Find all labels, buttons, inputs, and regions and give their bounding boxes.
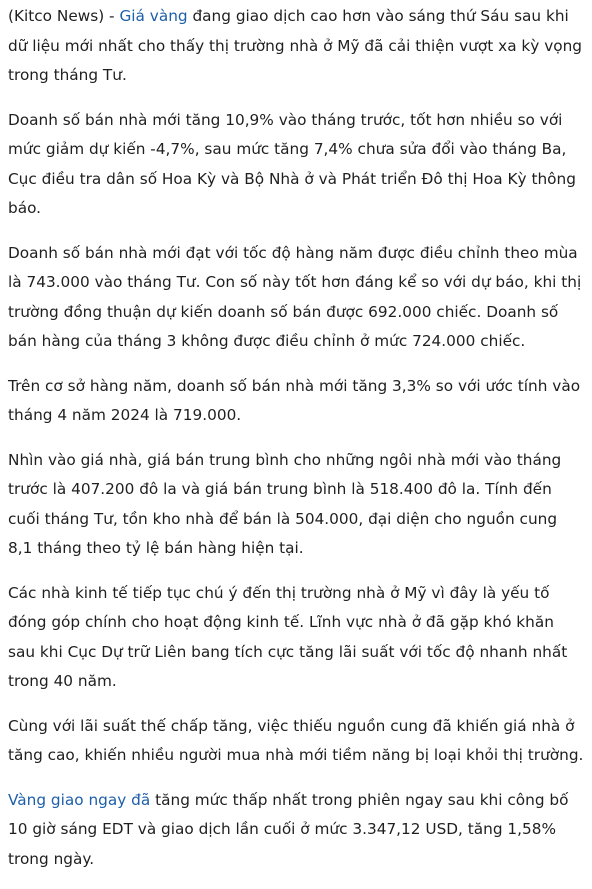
source-prefix: (Kitco News) - bbox=[8, 7, 120, 25]
paragraph-home-prices: Nhìn vào giá nhà, giá bán trung bình cho những ngôi nhà mới vào tháng trước là 407.200 đô la và giá bán trung bình là 518.400 đô la. Tính đến cuối tháng Tư, tồn kho nhà để bán là 504.000, đại diện cho nguồn cung 8,1 tháng theo tỷ lệ bán hàng hiện tại. bbox=[8, 450, 562, 557]
intro-text: đang giao dịch cao hơn vào sáng thứ Sáu sau khi dữ liệu mới nhất cho thấy thị trường nhà ở Mỹ đã cải thiện vượt xa kỳ vọng trong tháng Tư. bbox=[8, 7, 583, 84]
paragraph-annual-rate: Doanh số bán nhà mới đạt với tốc độ hàng năm được điều chỉnh theo mùa là 743.000 vào tháng Tư. Con số này tốt hơn đáng kể so với dự báo, khi thị trường đồng thuận dự kiến doanh số bán được 692.000 chiếc. Doanh số bán hàng của tháng 3 không được điều chỉnh ở mức 724.000 chiếc. bbox=[8, 243, 582, 350]
article-body bbox=[8, 2, 584, 889]
paragraph-economists: Các nhà kinh tế tiếp tục chú ý đến thị trường nhà ở Mỹ vì đây là yếu tố đóng góp chính cho hoạt động kinh tế. Lĩnh vực nhà ở đã gặp khó khăn sau khi Cục Dự trữ Liên bang tích cực tăng lãi suất với tốc độ nhanh nhất trong 40 năm. bbox=[8, 583, 568, 690]
paragraph-new-home-sales: Doanh số bán nhà mới tăng 10,9% vào tháng trước, tốt hơn nhiều so với mức giảm dự kiến -4,7%, sau mức tăng 7,4% chưa sửa đổi vào tháng Ba, Cục điều tra dân số Hoa Kỳ và Bộ Nhà ở và Phát triển Đô thị Hoa Kỳ thông báo. bbox=[8, 110, 576, 217]
spot-gold-text: tăng mức thấp nhất trong phiên ngay sau khi công bố 10 giờ sáng EDT và giao dịch lần cuối ở mức 3.347,12 USD, tăng 1,58% trong ngày. bbox=[8, 790, 569, 868]
gold-price-link[interactable]: Giá vàng bbox=[119, 7, 188, 25]
paragraph-year-over-year: Trên cơ sở hàng năm, doanh số bán nhà mới tăng 3,3% so với ước tính vào tháng 4 năm 2024 là 719.000. bbox=[8, 376, 581, 424]
spot-gold-link[interactable]: Vàng giao ngay đã bbox=[8, 790, 151, 809]
paragraph-spot-gold bbox=[8, 786, 584, 875]
paragraph-mortgage-rates: Cùng với lãi suất thế chấp tăng, việc thiếu nguồn cung đã khiến giá nhà ở tăng cao, khiến nhiều người mua nhà mới tiềm năng bị loại khỏi thị trường. bbox=[8, 716, 584, 764]
paragraph-intro bbox=[8, 2, 584, 91]
